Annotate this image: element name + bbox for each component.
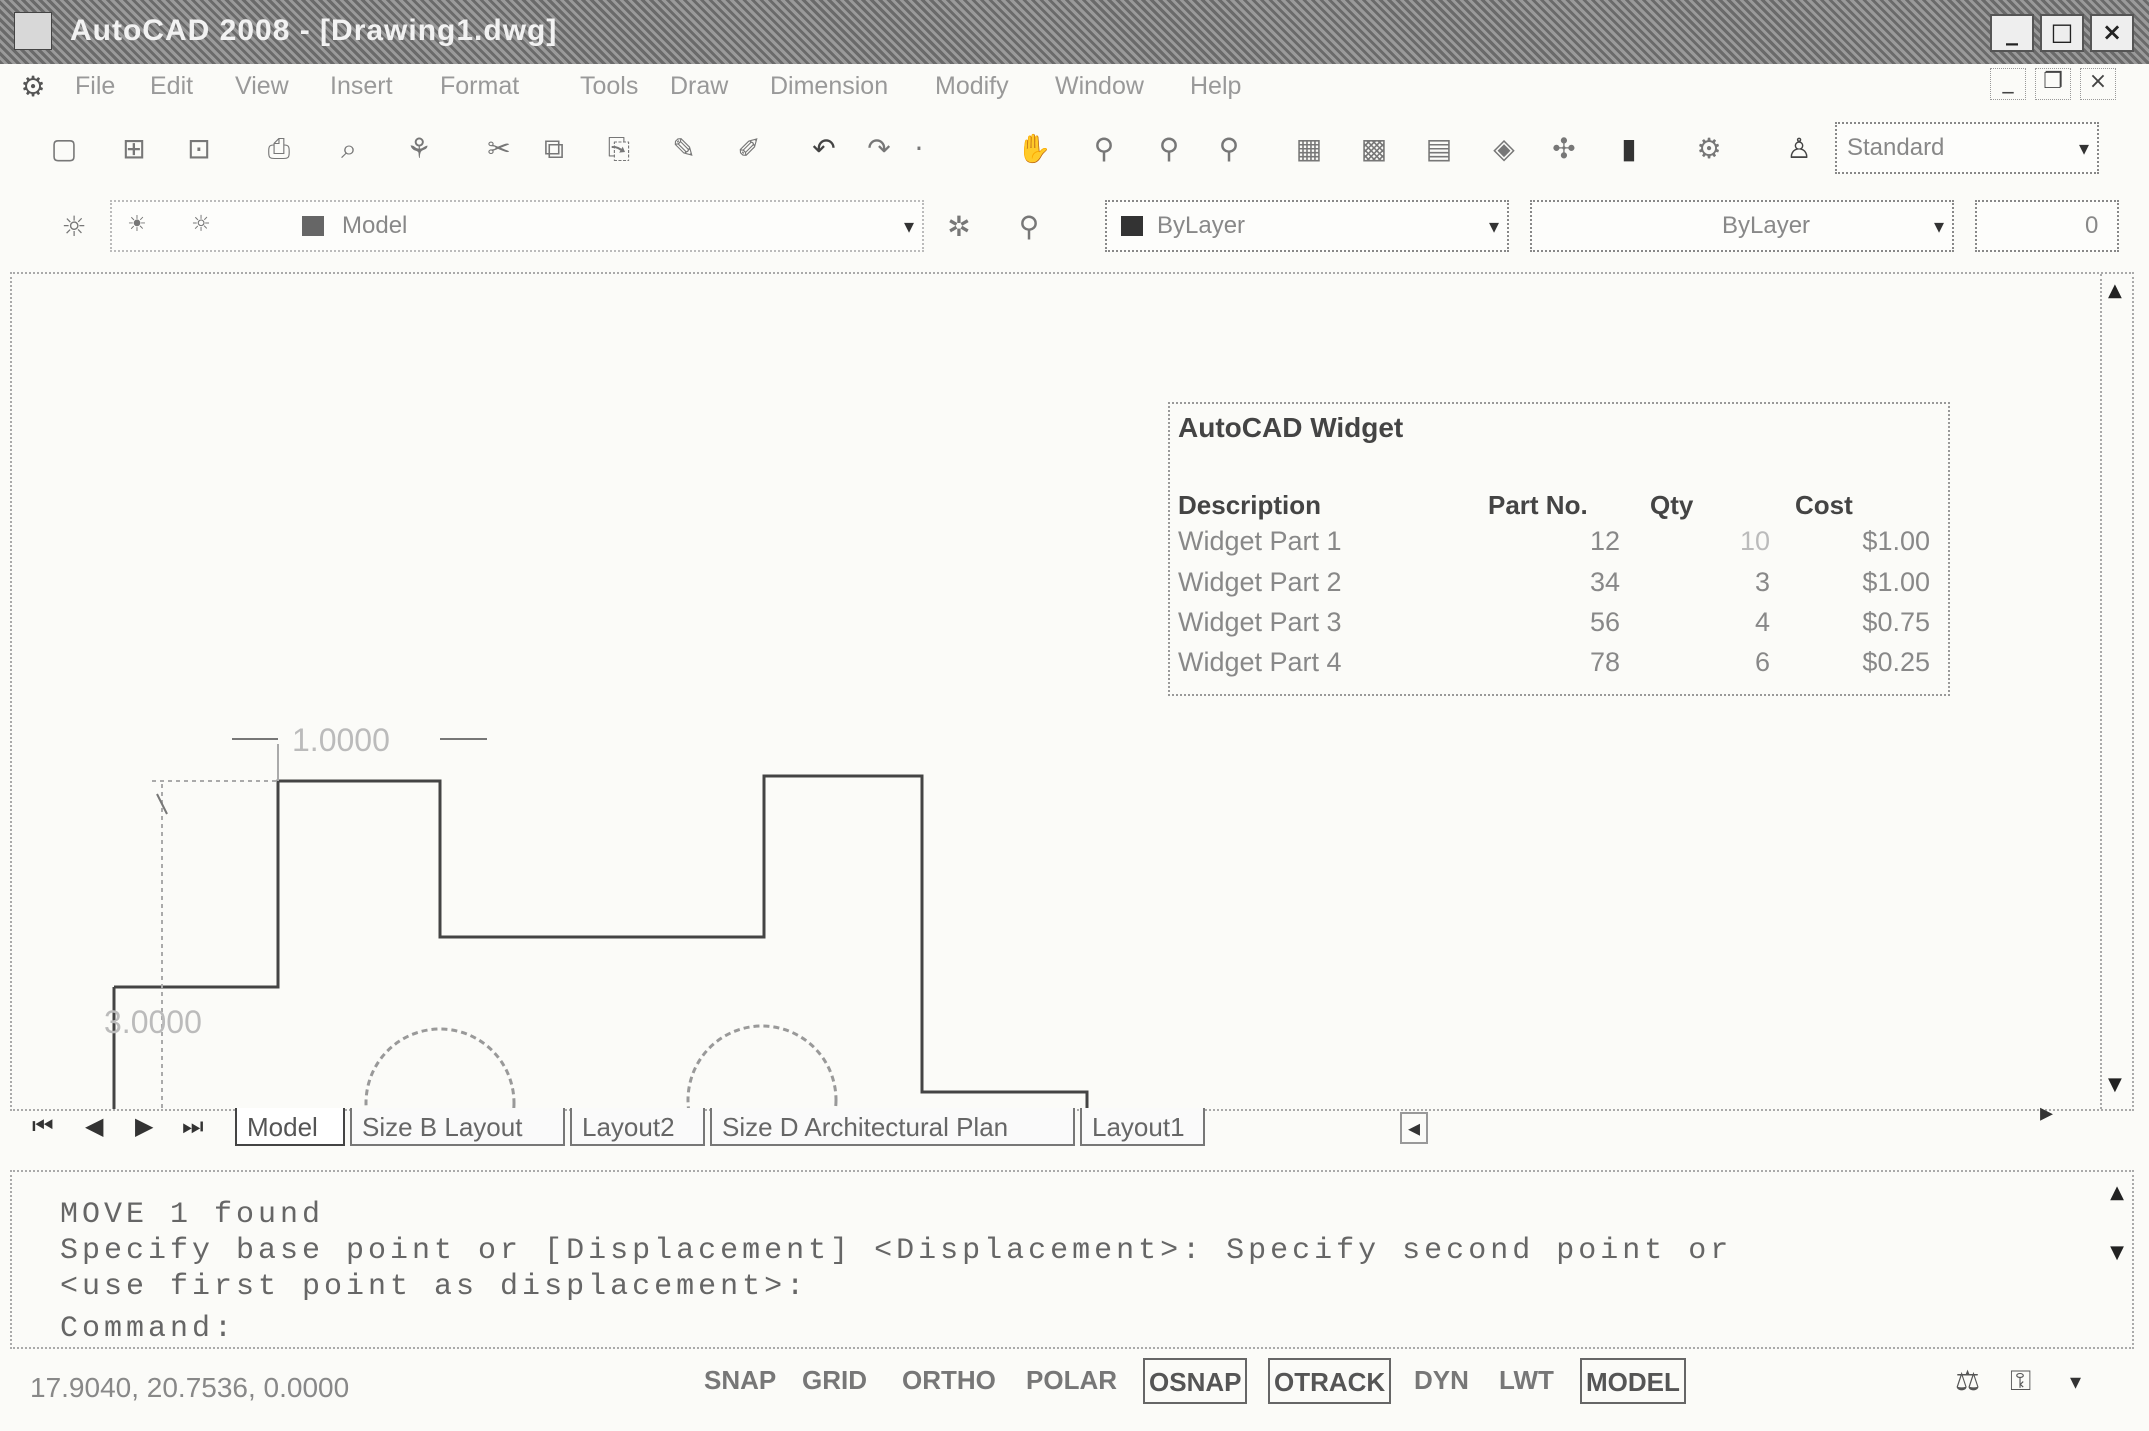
table-header-cost: Cost (1795, 490, 1853, 520)
zoom-realtime-icon[interactable]: ⚲ (1093, 132, 1115, 165)
cell-partno: 12 (1589, 526, 1620, 556)
last-tab-icon[interactable]: ⏭ (182, 1112, 204, 1140)
text-style-value: Standard (1847, 134, 1945, 161)
command-history-line: <use first point as displacement>: (60, 1270, 809, 1304)
layers-toolbar (0, 196, 2149, 262)
open-icon[interactable]: ⊞ (122, 132, 146, 165)
tab-size-d-architectural-plan[interactable]: Size D Architectural Plan (710, 1108, 1075, 1146)
otrack-toggle[interactable]: OTRACK (1268, 1358, 1391, 1404)
layer-manager-icon[interactable]: ☼ (61, 210, 87, 243)
tab-size-b-layout[interactable]: Size B Layout (350, 1108, 565, 1146)
cell-partno: 34 (1589, 567, 1620, 597)
color-value: ByLayer (1157, 212, 1246, 239)
layer-dropdown[interactable] (110, 200, 924, 252)
standard-toolbar (0, 118, 2149, 190)
ortho-toggle[interactable]: ORTHO (902, 1365, 996, 1395)
chevron-down-icon: ▾ (1488, 214, 1499, 238)
scroll-up-icon[interactable]: ▲ (2108, 280, 2122, 301)
menu-modify[interactable]: Modify (935, 72, 1009, 100)
coordinate-readout[interactable]: 17.9040, 20.7536, 0.0000 (30, 1372, 350, 1403)
annotation-scale-icon[interactable]: ⚖ (1955, 1364, 1981, 1397)
vertical-scrollbar[interactable] (2100, 274, 2132, 1109)
cmd-scroll-down-icon[interactable]: ▼ (2110, 1242, 2124, 1263)
linetype-value: ByLayer (1722, 212, 1811, 239)
lineweight-dropdown[interactable] (1975, 200, 2119, 252)
cell-qty: 3 (1754, 567, 1770, 597)
first-tab-icon[interactable]: ⏮ (32, 1112, 54, 1140)
dim-vertical-text: 3.0000 (104, 1004, 202, 1040)
text-style-icon[interactable]: ♙ (1786, 132, 1812, 165)
snap-toggle[interactable]: SNAP (704, 1365, 777, 1395)
scroll-down-icon[interactable]: ▼ (2108, 1074, 2122, 1095)
cell-cost: $1.00 (1862, 567, 1930, 597)
save-icon[interactable]: ⊡ (187, 132, 211, 165)
command-history-line: MOVE 1 found (60, 1198, 325, 1232)
menu-bar (0, 64, 2149, 112)
paste-icon[interactable]: ⎘ (607, 132, 631, 165)
table-header-qty: Qty (1650, 490, 1694, 520)
close-button[interactable]: × (2090, 14, 2134, 52)
command-window[interactable] (10, 1170, 2134, 1349)
help-icon[interactable]: ⚙ (1696, 132, 1722, 165)
tool-palettes-icon[interactable]: ▤ (1425, 132, 1453, 165)
sheet-set-icon[interactable]: ◈ (1493, 132, 1515, 165)
chevron-down-icon: ▾ (903, 214, 914, 238)
grid-toggle[interactable]: GRID (802, 1365, 867, 1395)
part-outline (114, 776, 1087, 1109)
lineweight-value: 0 (2085, 212, 2099, 239)
layout-tab-bar (10, 1104, 1450, 1152)
window-title: AutoCAD 2008 - [Drawing1.dwg] (70, 14, 558, 47)
cell-cost: $1.00 (1862, 526, 1930, 556)
menu-tools[interactable]: Tools (580, 72, 639, 100)
previous-tab-icon[interactable]: ◀ (85, 1112, 104, 1140)
status-bar (0, 1350, 2149, 1420)
app-icon[interactable] (14, 12, 52, 50)
block-editor-icon[interactable]: ✐ (737, 132, 761, 165)
cell-cost: $0.75 (1862, 607, 1930, 637)
menu-window[interactable]: Window (1055, 72, 1144, 100)
next-tab-icon[interactable]: ▶ (135, 1112, 154, 1140)
tab-model[interactable]: Model (235, 1108, 345, 1146)
menu-edit[interactable]: Edit (150, 72, 194, 100)
redo-dropdown-icon[interactable]: · (914, 132, 924, 165)
table-title: AutoCAD Widget (1178, 412, 1404, 443)
new-icon[interactable]: ▢ (50, 132, 78, 165)
command-history-line: Specify base point or [Displacement] <Displacement>: Specify second point or (60, 1234, 1733, 1268)
cell-description: Widget Part 4 (1178, 647, 1342, 677)
hole-circle-right (688, 1026, 836, 1109)
menu-view[interactable]: View (235, 72, 289, 100)
table-header-description: Description (1178, 490, 1322, 520)
lock-icon[interactable]: ⚿ (2010, 1364, 2032, 1397)
chevron-down-icon: ▾ (2078, 136, 2089, 160)
preview-icon[interactable]: ⌕ (341, 132, 357, 165)
tab-layout1[interactable]: Layout1 (1080, 1108, 1205, 1146)
pan-icon[interactable]: ✋ (1016, 132, 1052, 165)
match-properties-icon[interactable]: ✎ (672, 132, 696, 165)
minimize-button[interactable]: _ (1990, 14, 2034, 52)
command-prompt[interactable]: Command: (60, 1312, 237, 1346)
status-menu-icon[interactable]: ▾ (2070, 1370, 2082, 1395)
cell-qty: 4 (1754, 607, 1770, 637)
redo-icon[interactable]: ↷ (867, 132, 891, 165)
make-current-layer-icon[interactable]: ✲ (947, 210, 971, 243)
lightbulb-icon: ☀ (127, 212, 147, 237)
sun-icon: ☼ (191, 212, 211, 237)
polar-toggle[interactable]: POLAR (1026, 1365, 1117, 1395)
menu-insert[interactable]: Insert (330, 72, 393, 100)
cell-partno: 56 (1589, 607, 1620, 637)
copy-icon[interactable]: ⧉ (544, 132, 564, 165)
dim-horizontal-text: 1.0000 (292, 722, 390, 758)
markup-icon[interactable]: ✣ (1552, 132, 1576, 165)
cut-icon[interactable]: ✂ (487, 132, 511, 165)
design-center-icon[interactable]: ▩ (1360, 132, 1388, 165)
menu-draw[interactable]: Draw (670, 72, 729, 100)
layer-value: Model (342, 212, 408, 239)
publish-icon[interactable]: ⚘ (406, 132, 432, 165)
doc-restore-button[interactable]: ❐ (2035, 68, 2071, 100)
osnap-toggle[interactable]: OSNAP (1143, 1358, 1247, 1404)
properties-icon[interactable]: ▦ (1295, 132, 1323, 165)
cell-description: Widget Part 3 (1178, 607, 1342, 637)
menu-format[interactable]: Format (440, 72, 520, 100)
menu-help[interactable]: Help (1190, 72, 1242, 100)
color-swatch (1121, 216, 1143, 236)
linetype-dropdown[interactable] (1530, 200, 1954, 252)
cell-description: Widget Part 2 (1178, 567, 1342, 597)
widget-table[interactable] (1168, 402, 1950, 696)
doc-minimize-button[interactable]: _ (1990, 68, 2026, 100)
plot-icon[interactable]: ⎙ (267, 132, 291, 165)
cell-cost: $0.25 (1862, 647, 1930, 677)
layer-color-swatch (302, 216, 324, 236)
title-bar (0, 0, 2149, 64)
cell-qty: 6 (1754, 647, 1770, 677)
dyn-toggle[interactable]: DYN (1414, 1365, 1469, 1395)
color-dropdown[interactable] (1105, 200, 1509, 252)
chevron-down-icon: ▾ (1933, 214, 1944, 238)
cell-partno: 78 (1589, 647, 1620, 677)
cell-description: Widget Part 1 (1178, 526, 1342, 556)
zoom-previous-icon[interactable]: ⚲ (1218, 132, 1240, 165)
hscroll-right-icon[interactable]: ▸ (2040, 1098, 2054, 1128)
hscroll-left-icon[interactable]: ◂ (1400, 1112, 1428, 1144)
table-header-partno: Part No. (1488, 490, 1588, 520)
tab-layout2[interactable]: Layout2 (570, 1108, 705, 1146)
hole-circle-left (366, 1029, 514, 1109)
undo-icon[interactable]: ↶ (812, 132, 836, 165)
maximize-button[interactable]: □ (2040, 14, 2084, 52)
quickcalc-icon[interactable]: ▮ (1621, 132, 1637, 165)
text-style-dropdown[interactable] (1835, 122, 2099, 174)
menu-file[interactable]: File (75, 72, 116, 100)
document-icon[interactable]: ⚙ (20, 70, 46, 103)
model-toggle[interactable]: MODEL (1580, 1358, 1686, 1404)
layer-previous-icon[interactable]: ⚲ (1018, 210, 1040, 243)
cell-qty: 10 (1739, 526, 1770, 556)
doc-close-button[interactable]: × (2080, 68, 2116, 100)
menu-dimension[interactable]: Dimension (770, 72, 889, 100)
zoom-window-icon[interactable]: ⚲ (1158, 132, 1180, 165)
lwt-toggle[interactable]: LWT (1499, 1365, 1554, 1395)
cmd-scroll-up-icon[interactable]: ▲ (2110, 1182, 2124, 1203)
